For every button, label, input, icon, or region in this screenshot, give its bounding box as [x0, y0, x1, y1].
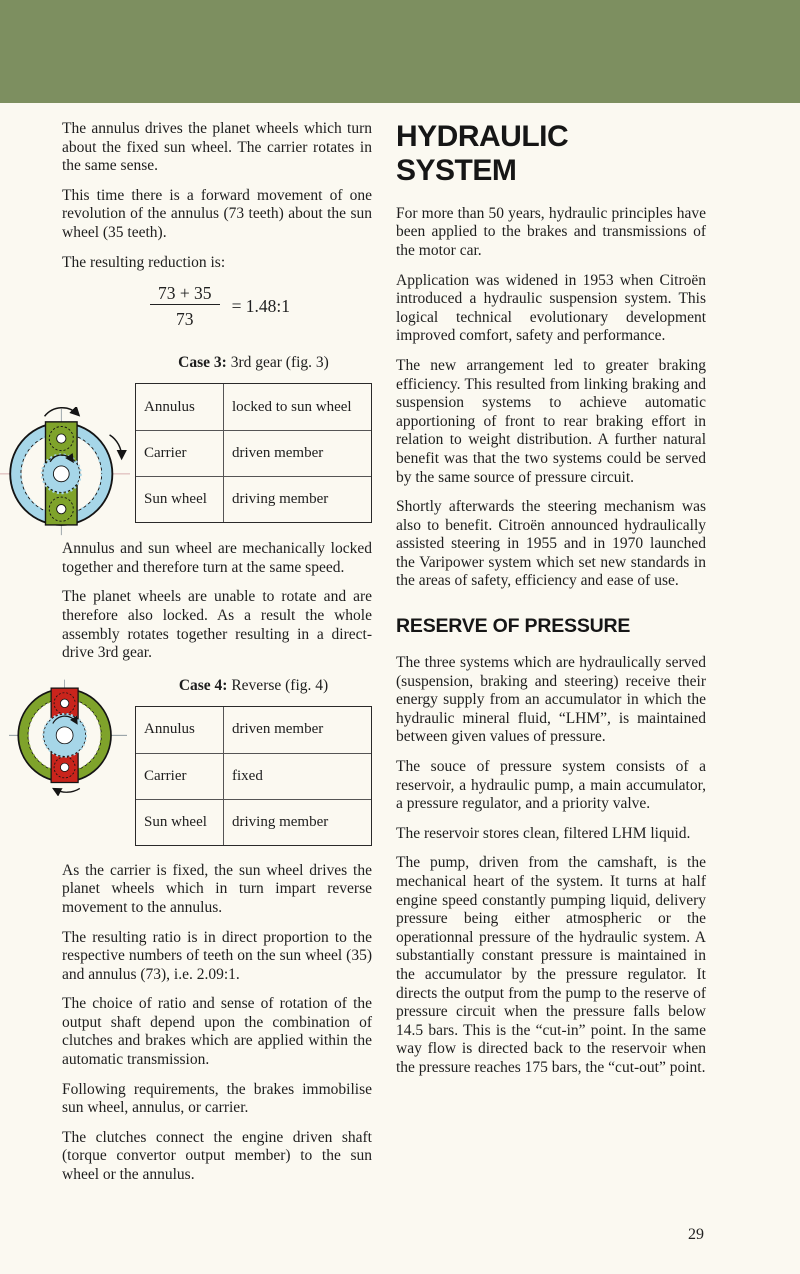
subsection-title: RESERVE OF PRESSURE: [396, 615, 631, 638]
rotation-arrow-icon: [55, 788, 80, 792]
case3-caption: [135, 354, 372, 372]
paragraph: For more than 50 years, hydraulic principles have been applied to the brakes and transmissions of the motor car.: [396, 204, 706, 259]
paragraph: This time there is a forward movement of one revolution of the annulus (73 teeth) about the sun wheel (35 teeth).: [62, 186, 372, 241]
case3-caption-rest: 3rd gear (fig. 3): [226, 354, 329, 372]
table-cell: Carrier: [136, 430, 224, 476]
fraction-denominator: 73: [150, 304, 220, 330]
right-column: [396, 120, 706, 1196]
formula-result: = 1.48:1: [231, 296, 291, 317]
paragraph: Following requirements, the brakes immobilise sun wheel, annulus, or carrier.: [62, 1080, 372, 1117]
figure-4-row: [62, 706, 372, 846]
table-cell: driving member: [224, 476, 371, 522]
table-cell: driven member: [224, 430, 371, 476]
page-number: 29: [688, 1226, 704, 1243]
paragraph: The annulus drives the planet wheels which turn about the fixed sun wheel. The carrier rotates in the same sense.: [62, 120, 372, 175]
rotation-arrow-icon: [110, 435, 122, 457]
paragraph: The souce of pressure system consists of a reservoir, a hydraulic pump, a main accumulator, a pressure regulator, and a priority valve.: [396, 758, 706, 813]
paragraph: The new arrangement led to greater braking efficiency. This resulted from linking braking and suspension systems to achieve automatic apportioning of front to rear braking effort in relation to weight distribution. A further natural benefit was that the two systems could be served by the same source of pressure circuit.: [396, 356, 706, 486]
left-column: [62, 120, 372, 1196]
table-cell: driven member: [232, 721, 324, 738]
paragraph: The pump, driven from the camshaft, is the mechanical heart of the system. It turns at half engine speed constantly pumping liquid, delivery pressure being either atmospheric or the operationnal pressure of the hydraulic system. A substantially constant pressure is maintained in the accumulator by the pressure regulator. It directs the output from the pump to the reserve of pressure circuit when the pressure falls below 14.5 bars. This is the “cut-in” point. In the same way flow is directed back to the reservoir when the pressure reaches 175 bars, the “cut-out” point.: [396, 854, 706, 1076]
table-cell: driving member: [224, 799, 371, 845]
paragraph: Application was widened in 1953 when Citroën introduced a hydraulic suspension system. This logical technical evolutionary development improved comfort, safety and performance.: [396, 271, 706, 345]
table-cell: fixed: [224, 753, 371, 799]
table-cell: Sun wheel: [136, 799, 224, 845]
table-cell: Carrier: [136, 753, 224, 799]
fraction-numerator: 73 + 35: [157, 283, 212, 304]
paragraph: The planet wheels are unable to rotate and are therefore also locked. As a result the whole assembly rotates together resulting in a direct-drive 3rd gear.: [62, 588, 372, 662]
paragraph: Annulus and sun wheel are mechanically locked together and therefore turn at the same speed.: [62, 540, 372, 576]
figure-3-row: [62, 383, 372, 523]
case4-caption: [135, 677, 372, 695]
paragraph: The resulting ratio is in direct proportion to the respective numbers of teeth on the sun wheel (35) and annulus (73), i.e. 2.09:1.: [62, 928, 372, 983]
case3-table: [135, 383, 372, 523]
paragraph: The three systems which are hydraulically served (suspension, braking and steering) receive their energy supply from an accumulator in which the hydraulic mineral fluid, “LHM”, is maintained between given values of pressure.: [396, 654, 706, 746]
paragraph: As the carrier is fixed, the sun wheel drives the planet wheels which in turn impart reverse movement to the annulus.: [62, 861, 372, 916]
reduction-formula: [68, 283, 372, 330]
table-cell: Sun wheel: [136, 476, 224, 522]
table-cell: Annulus: [136, 707, 224, 753]
case4-caption-rest: Reverse (fig. 4): [227, 676, 329, 694]
paragraph: The reservoir stores clean, filtered LHM liquid.: [396, 824, 691, 842]
paragraph: The resulting reduction is:: [62, 253, 226, 271]
page-columns: [0, 103, 800, 1196]
table-cell: locked to sun wheel: [232, 398, 352, 415]
paragraph: The clutches connect the engine driven shaft (torque convertor output member) to the sun wheel or the annulus.: [62, 1128, 372, 1184]
planetary-gear-fig3-diagram: [0, 407, 130, 537]
header-band: [0, 0, 800, 103]
planetary-gear-fig4-diagram: [9, 678, 127, 796]
section-title: HYDRAULIC SYSTEM: [396, 120, 569, 187]
paragraph: The choice of ratio and sense of rotation of the output shaft depend upon the combination of clutches and brakes which are applied within the automatic transmission.: [62, 995, 372, 1069]
paragraph: Shortly afterwards the steering mechanism was also to benefit. Citroën announced hydraulically assisted steering in 1955 and in 1970 launched the Varipower system which set new standards in the areas of safety, efficiency and ease of use.: [396, 498, 706, 590]
case3-caption-bold: Case 3:: [178, 354, 227, 372]
case4-caption-bold: Case 4:: [178, 676, 228, 694]
table-cell: Annulus: [136, 384, 224, 430]
fraction: [150, 283, 220, 330]
case4-table: [135, 706, 372, 846]
